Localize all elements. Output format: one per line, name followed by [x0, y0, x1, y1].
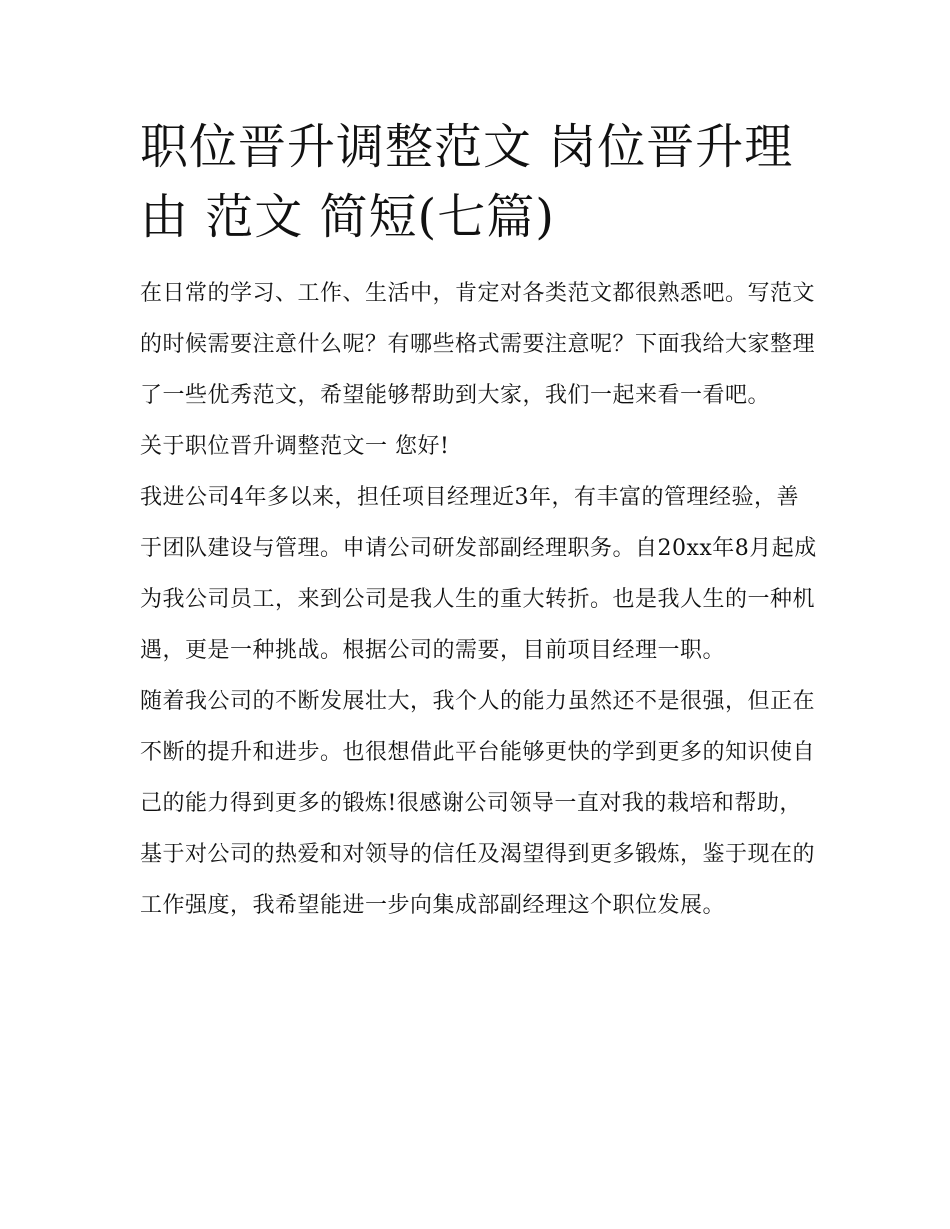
intro-paragraph: 在日常的学习、工作、生活中，肯定对各类范文都很熟悉吧。写范文的时候需要注意什么呢？有哪些格式需要注意呢？下面我给大家整理了一些优秀范文，希望能够帮助到大家，我们一起来看一看吧。 — [140, 281, 816, 408]
document-title: 职位晋升调整范文 岗位晋升理由 范文 简短(七篇) — [140, 119, 794, 245]
body-paragraph-experience: 我进公司4年多以来，担任项目经理近3年，有丰富的管理经验，善于团队建设与管理。申请公司研发部副经理职务。自20xx年8月起成为我公司员工，来到公司是我人生的重大转折。也是我人生的一种机遇，更是一种挑战。根据公司的需要，目前项目经理一职。 — [140, 485, 817, 663]
document-page — [140, 112, 820, 931]
section-heading-paragraph: 关于职位晋升调整范文一 您好! — [140, 434, 450, 459]
body-paragraph-development: 随着我公司的不断发展壮大，我个人的能力虽然还不是很强，但正在不断的提升和进步。也很想借此平台能够更快的学到更多的知识使自己的能力得到更多的锻炼!很感谢公司领导一直对我的栽培和帮助，基于对公司的热爱和对领导的信任及渴望得到更多锻炼，鉴于现在的工作强度，我希望能进一步向集成部副经理这个职位发展。 — [140, 689, 816, 918]
